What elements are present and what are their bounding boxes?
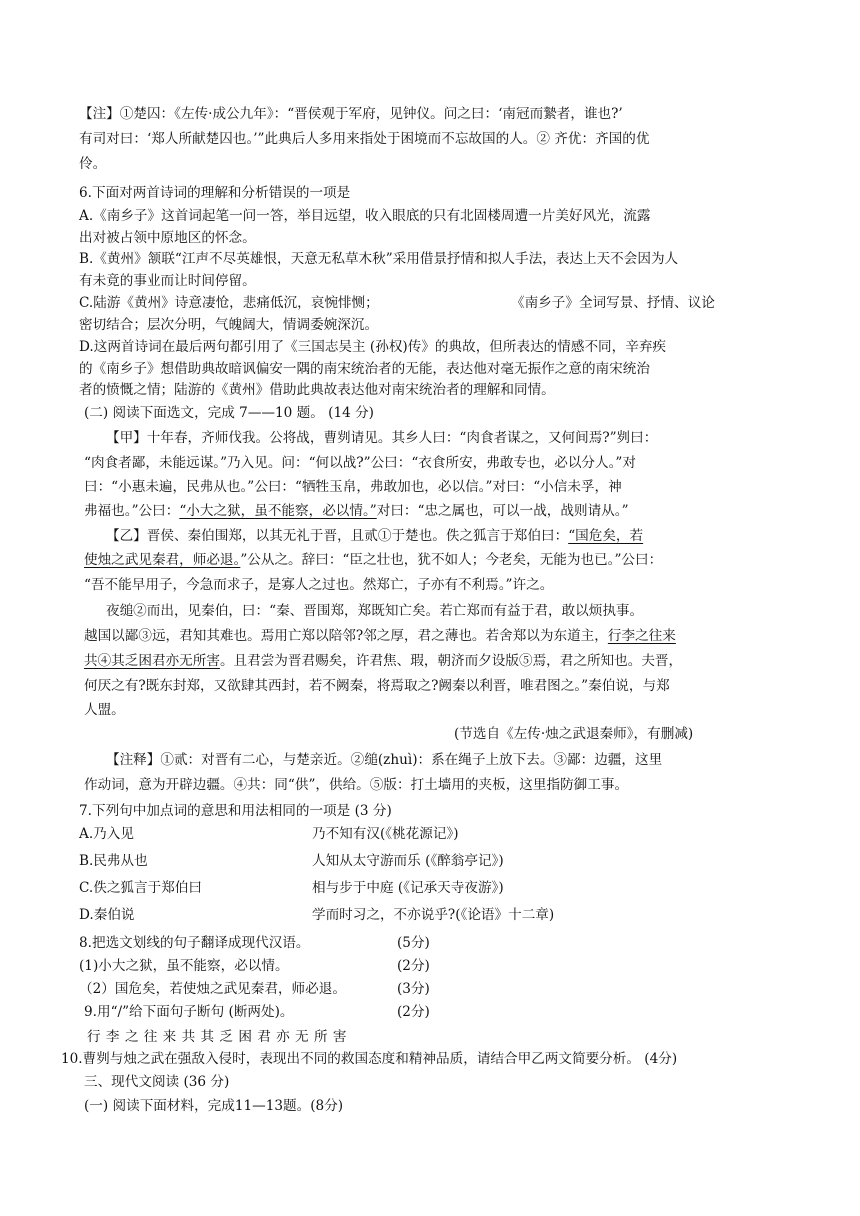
- q9-score: (2分): [397, 1004, 430, 1020]
- passage-jia-line-2: “肉食者鄙，未能远谋。”乃入见。问：“何以战?”公曰：“衣食所安，弗敢专也，必以分人。”对: [84, 455, 636, 471]
- q6-option-a-line-2: 出对被占领中原地区的怀念。: [79, 230, 256, 246]
- q6-option-c-line-1a: C.陆游《黄州》诗意凄怆，悲痛低沉，哀惋悱恻；: [79, 295, 379, 311]
- note-line-1: 【注】①楚囚：《左传·成公九年》：“晋侯观于军府，见钟仪。问之曰：‘南冠而縶者，谁也?’: [79, 106, 623, 122]
- yi-line-2-tail: ”公从之。辞曰：“臣之壮也，犹不如人；今老矣，无能为也已。”公曰：: [240, 552, 663, 568]
- q6-option-a-line-1: A.《南乡子》这首词起笔一问一答，举目远望，收入眼底的只有北固楼周遭一片美好风光，流露: [79, 208, 651, 224]
- note-line-2: 有司对曰：‘郑人所献楚囚也。’”此典后人多用来指处于困境而不忘故国的人。② 齐优：齐国的优: [79, 131, 650, 147]
- q6-option-b-line-1: B.《黄州》颔联“江声不尽英雄恨，天意无私草木秋”采用借景抒情和拟人手法，表达上天不会因为人: [79, 251, 679, 267]
- q8-sentence-1: (1)小大之狱，虽不能察，必以情。: [79, 958, 289, 974]
- passage-yi-line-3: “吾不能早用子，今急而求子，是寡人之过也。然郑亡，子亦有不利焉。”许之。: [84, 577, 554, 593]
- annotation-line-2: 作动词，意为开辟边疆。④共：同“供”，供给。⑤版：打土墙用的夹板，这里指防御工事。: [84, 777, 629, 793]
- q7-option-c-left: C.佚之狐言于郑伯曰: [79, 880, 202, 896]
- passage-jia-line-1: 【甲】十年春，齐师伐我。公将战，曹刿请见。其乡人曰：“肉食者谋之，又何间焉?”刿曰：: [106, 430, 658, 446]
- q7-option-b-left: B.民弗从也: [79, 853, 148, 869]
- note-line-3: 伶。: [79, 156, 107, 172]
- q8-sentence-1-score: (2分): [397, 958, 430, 974]
- q8-sentence-2: （2）国危矣，若使烛之武见秦君，师必退。: [79, 981, 346, 997]
- passage-source: (节选自《左传·烛之武退秦师》，有删减): [454, 726, 694, 742]
- q6-stem: 6.下面对两首诗词的理解和分析错误的一项是: [79, 185, 351, 201]
- q6-option-d-line-3: 者的愤慨之情；陆游的《黄州》借助此典故表达他对南宋统治者的理解和同情。: [79, 382, 555, 398]
- passage-p2-line-2: [84, 626, 676, 646]
- jia-line-4-lead: 弗福也。”公曰：: [84, 503, 180, 519]
- underlined-sentence-1: “小大之狱，虽不能察，必以情。”: [179, 503, 377, 519]
- passage-p2-line-4: 何厌之有?既东封郑，又欲肆其西封，若不阙秦，将焉取之?阙秦以利晋，唯君图之。”秦伯说，与郑: [84, 678, 670, 694]
- section3-subheading: (一) 阅读下面材料，完成11—13题。(8分): [84, 1098, 344, 1114]
- q6-option-c-line-1b: 《南乡子》全词写景、抒情、议论: [511, 295, 715, 311]
- section3-heading: 三、现代文阅读 (36 分): [84, 1074, 230, 1090]
- q9-sentence-chars: 行 李 之 往 来 共 其 乏 困 君 亦 无 所 害: [87, 1029, 347, 1045]
- q7-option-a-left: A.乃入见: [79, 826, 134, 842]
- section2-heading: (二) 阅读下面选文，完成 7——10 题。 (14 分): [84, 405, 374, 421]
- underlined-sentence-2a: “国危矣，若: [568, 528, 644, 544]
- q7-option-d-right: 学而时习之，不亦说乎?(《论语》十二章): [312, 907, 555, 923]
- passage-p2-line-1: 夜缒②而出，见秦伯，曰：“秦、晋围郑，郑既知亡矣。若亡郑而有益于君，敢以烦执事。: [106, 603, 644, 619]
- q6-option-d-line-2: 的《南乡子》想借助典故暗讽偏安一隅的南宋统治者的无能，表达他对毫无振作之意的南宋统治: [79, 361, 650, 377]
- q8-sentence-2-score: (3分): [397, 981, 430, 997]
- q6-option-b-line-2: 有未竟的事业而让时间停留。: [79, 273, 256, 289]
- q6-option-c-line-2: 密切结合；层次分明，气魄阔大，情调委婉深沉。: [79, 317, 379, 333]
- q9-stem: 9.用“/”给下面句子断句 (断两处)。: [84, 1004, 294, 1020]
- passage-yi-line-1: [106, 526, 643, 546]
- underlined-sentence-3b: 共④其乏困君亦无所害: [84, 653, 220, 669]
- q7-option-c-right: 相与步于中庭 (《记承天寺夜游》): [312, 880, 504, 896]
- q6-option-d-line-1: D.这两首诗词在最后两句都引用了《三国志吴主 (孙权)传》的典故，但所表达的情感不同，辛弃疾: [79, 339, 667, 355]
- jia-line-4-tail: 对曰：“忠之属也，可以一战，战则请从。”: [376, 503, 629, 519]
- q7-option-d-left: D.秦伯说: [79, 907, 135, 923]
- passage-p2-line-3: [84, 651, 682, 671]
- underlined-sentence-3a: 行李之往来: [607, 628, 676, 644]
- q7-option-a-right: 乃不知有汉(《桃花源记》): [312, 826, 459, 842]
- annotation-line-1: 【注释】①贰：对晋有二心，与楚亲近。②缒(zhuì)：系在绳子上放下去。③鄙：边疆，这里: [106, 752, 663, 768]
- yi-line-1-lead: 【乙】晋侯、秦伯围郑，以其无礼于晋，且贰①于楚也。佚之狐言于郑伯曰：: [106, 528, 569, 544]
- q8-stem: 8.把选文划线的句子翻译成现代汉语。: [79, 935, 310, 951]
- passage-jia-line-4: [84, 501, 629, 521]
- passage-yi-line-2: [84, 550, 662, 570]
- q8-score: (5分): [397, 935, 430, 951]
- q7-option-b-right: 人知从太守游而乐 (《醉翁亭记》): [312, 853, 504, 869]
- q7-stem: 7.下列句中加点词的意思和用法相同的一项是 (3 分): [79, 803, 392, 819]
- passage-p2-line-5: 人盟。: [84, 702, 125, 718]
- p2-line-2-lead: 越国以鄙③远，君知其难也。焉用亡郑以陪邻?邻之厚，君之薄也。若舍郑以为东道主，: [84, 628, 608, 644]
- underlined-sentence-2b: 使烛之武见秦君，师必退。: [84, 552, 241, 568]
- p2-line-3-tail: 。且君尝为晋君赐矣，许君焦、瑕，朝济而夕设版⑤焉，君之所知也。夫晋，: [219, 653, 683, 669]
- passage-jia-line-3: 曰：“小惠未遍，民弗从也。”公曰：“牺牲玉帛，弗敢加也，必以信。”对曰：“小信未孚，神: [84, 479, 622, 495]
- q10-stem: 10.曹刿与烛之武在强敌入侵时，表现出不同的救国态度和精神品质，请结合甲乙两文简要分析。 (4分): [61, 1051, 678, 1067]
